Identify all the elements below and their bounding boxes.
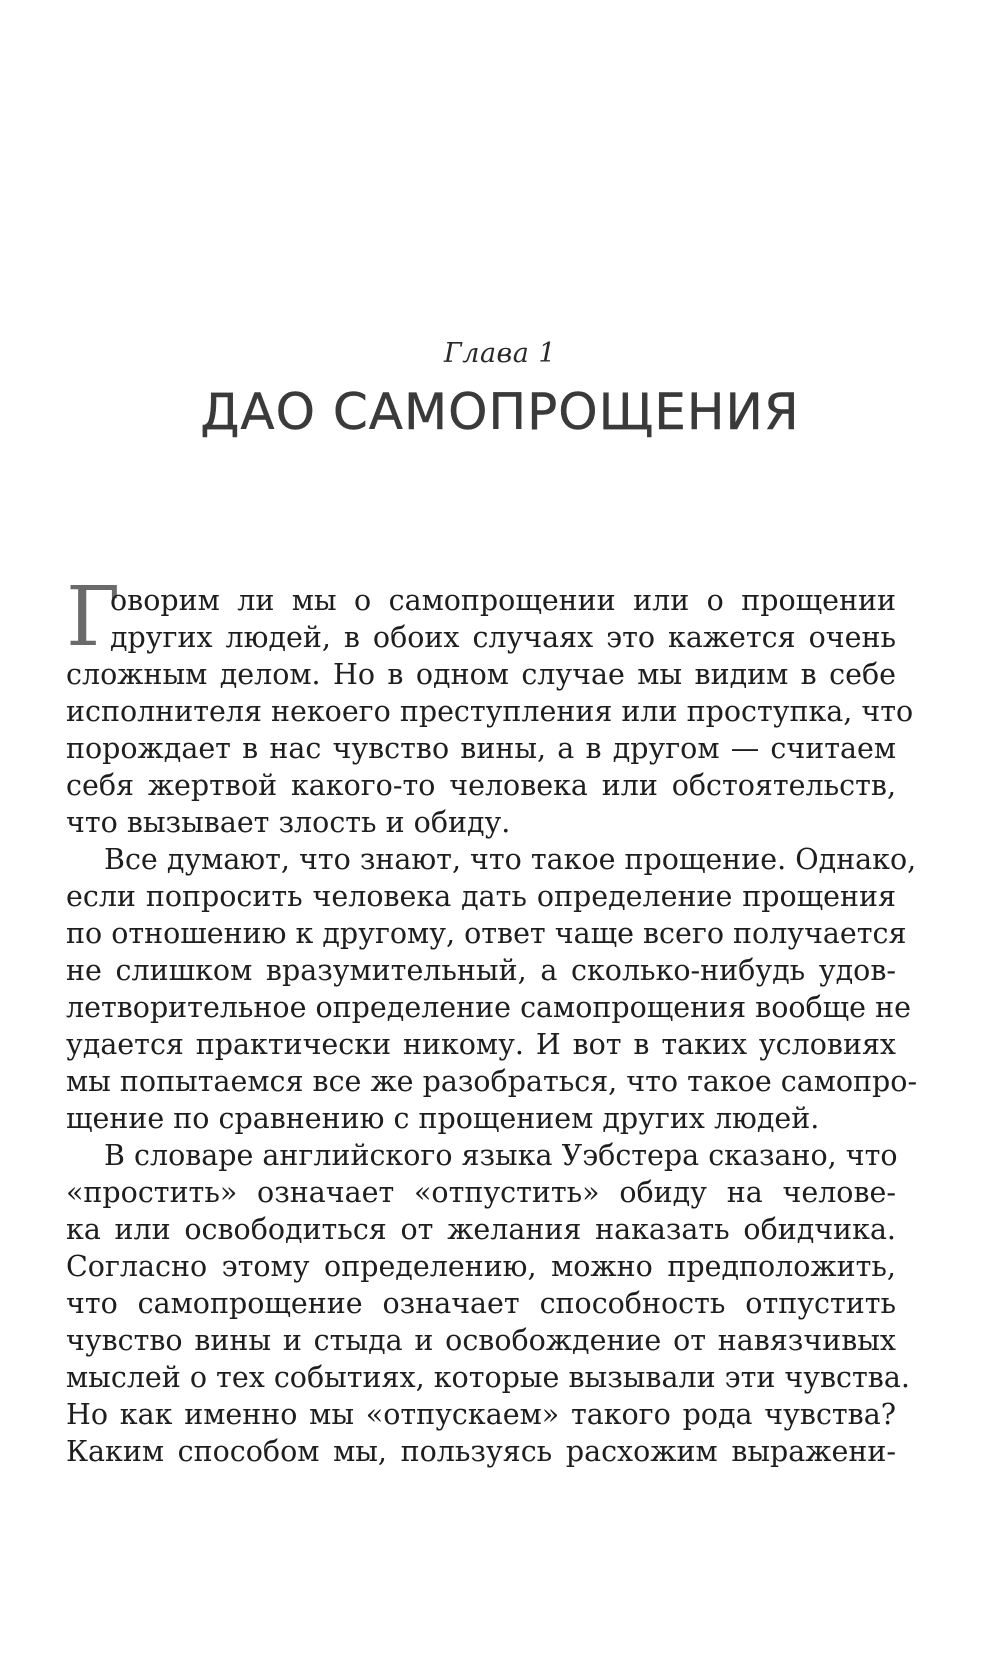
text-line: исполнителя некоего преступления или проступка, что [66,695,914,728]
text-line: Но как именно мы «отпускаем» такого рода чувства? [66,1398,896,1431]
text-line: что вызывает злость и обиду. [66,806,511,839]
text-line: мы попытаемся все же разобраться, что такое самопро- [66,1065,918,1098]
text-line: ка или освободиться от желания наказать обидчика. [66,1213,896,1246]
text-line: оворим ли мы о самопрощении или о прощении [110,584,896,617]
text-line: других людей, в обоих случаях это кажется очень [110,621,896,654]
text-line: если попросить человека дать определение прощения [66,880,896,913]
text-line: В словаре английского языка Уэбстера сказано, что [104,1139,898,1172]
text-line: летворительное определение самопрощения вообще не [66,991,911,1024]
chapter-title: ДАО САМОПРОЩЕНИЯ [200,383,800,441]
text-line: мыслей о тех событиях, которые вызывали эти чувства. [66,1361,910,1394]
chapter-label: Глава 1 [443,338,557,369]
text-line: Каким способом мы, пользуясь расхожим выражени- [66,1435,896,1468]
text-line: порождает в нас чувство вины, а в другом — считаем [66,732,896,765]
body-text [66,570,918,1470]
text-line: «простить» означает «отпустить» обиду на челове- [66,1176,896,1209]
text-line: не слишком вразумительный, а сколько-нибудь удов- [66,954,896,987]
text-line: Согласно этому определению, можно предположить, [66,1250,896,1283]
text-line: чувство вины и стыда и освобождение от навязчивых [66,1324,896,1357]
text-line: щение по сравнению с прощением других людей. [66,1102,820,1135]
text-line: что самопрощение означает способность отпустить [66,1287,896,1320]
text-line: удается практически никому. И вот в таких условиях [66,1028,896,1061]
drop-cap: Г [66,570,121,665]
text-line: Все думают, что знают, что такое прощение. Однако, [104,843,917,876]
text-line: себя жертвой какого-то человека или обстоятельств, [66,769,896,802]
text-line: сложным делом. Но в одном случае мы видим в себе [66,658,896,691]
text-line: по отношению к другому, ответ чаще всего получается [66,917,907,950]
